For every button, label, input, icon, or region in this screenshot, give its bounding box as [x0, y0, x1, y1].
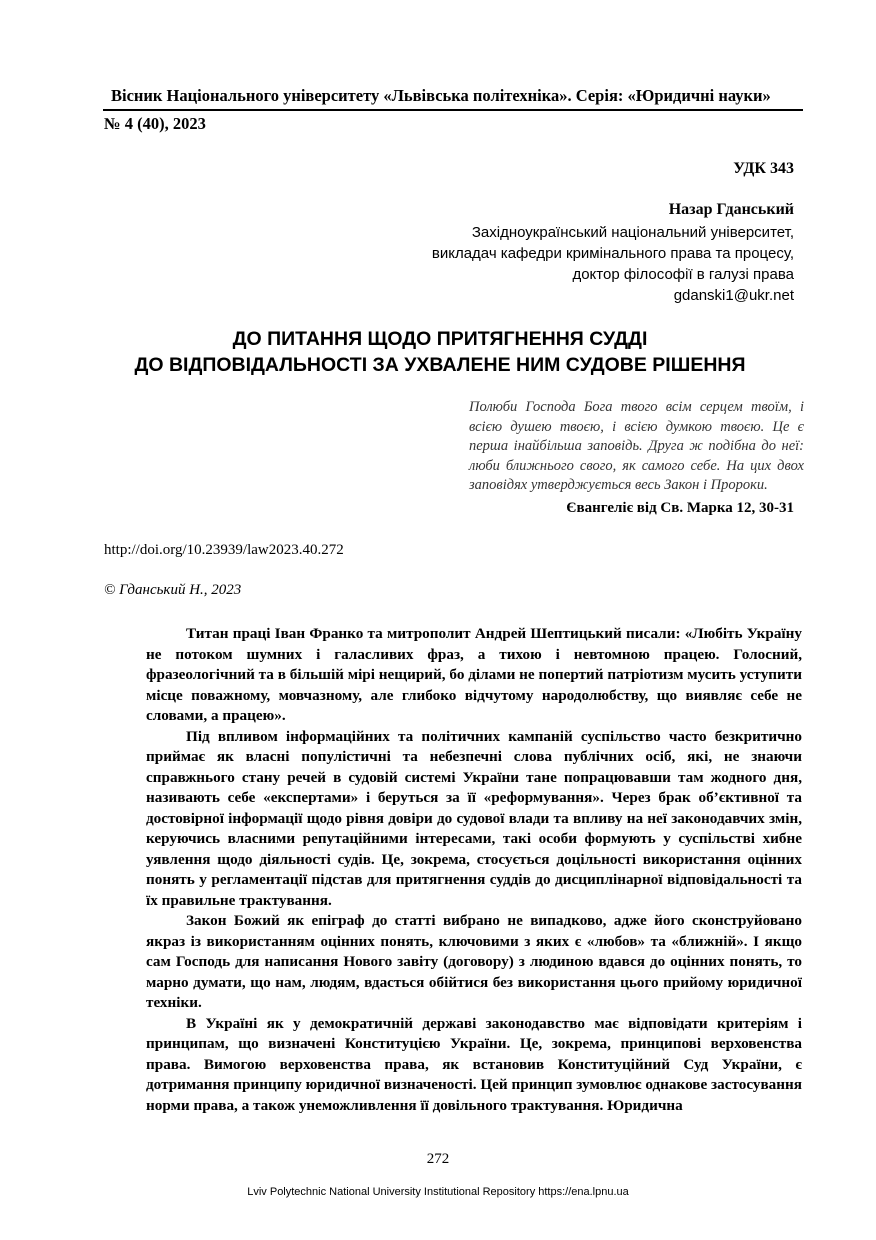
issue-number: № 4 (40), 2023 — [104, 114, 206, 133]
repository-footer: Lviv Polytechnic National University Institutional Repository https://ena.lpnu.ua — [247, 1186, 629, 1198]
udk-code: УДК 343 — [733, 160, 794, 177]
doi-link[interactable]: http://doi.org/10.23939/law2023.40.272 — [104, 542, 344, 558]
body-paragraph: Закон Божий як епіграф до статті вибрано не випадково, адже його сконструйовано якраз із використанням оцінних понять, ключовими з яких є «любов» та «ближній». І якщо сам Господь для написання Нового завіту (договору) з людиною вдався до оцінних понять, то марно думати, що нам, людям, вдасться обійтися без використання цього прийому юридичної техніки. — [146, 912, 802, 1011]
affiliation-degree: доктор філософії в галузі права — [572, 266, 794, 283]
body-paragraph: В Україні як у демократичній державі законодавство має відповідати критеріям і принципам, що визначені Конституцією України. Це, зокрема, принципові верховенства права. Вимогою верховенства права, як встановив Конституційний Суд України, є дотримання принципу юридичної визначеності. Цей принцип зумовлює однакове застосування норми права, а також унеможливлення її довільного трактування. Юридична — [146, 1014, 802, 1114]
author-affiliation — [432, 222, 794, 306]
body-paragraph: Титан праці Іван Франко та митрополит Андрей Шептицький писали: «Любіть Україну не потоком шумних і галасливих фраз, а тихою і невтомною працею. Голосний, фразеологічний та в більшій мірі нещирий, бо ділами не попертий патріотизм мусить уступити місце поважному, мовчазному, але глибоко відчутому народолюбству, що виявляє себе не словами, а працею». — [146, 625, 802, 724]
journal-title: Вісник Національного університету «Львівська політехніка». Серія: «Юридичні науки» — [111, 86, 771, 105]
title-line: ДО ПИТАННЯ ЩОДО ПРИТЯГНЕННЯ СУДДІ — [232, 328, 648, 350]
epigraph-source: Євангеліє від Св. Марка 12, 30-31 — [566, 500, 794, 516]
page-number: 272 — [426, 1151, 450, 1167]
header-rule — [103, 109, 803, 111]
article-title — [90, 326, 790, 378]
affiliation-position: викладач кафедри кримінального права та процесу, — [431, 245, 794, 262]
author-name: Назар Гданський — [668, 201, 794, 218]
epigraph-text: Полюби Господа Бога твого всім серцем твоїм, і всією душею твоєю, і всією думкою твоєю. Це є перша інайбільша заповідь. Друга ж подібна до неї: люби ближнього свого, як самого себе. На цих двох заповідях утверджується весь Закон і Пророки. — [469, 399, 804, 493]
body-paragraph: Під впливом інформаційних та політичних кампаній суспільство часто безкритично приймає як власні популістичні та небезпечні слова публічних осіб, які, не знаючи справжнього стану речей в судовій системі України тане попрацювавши там жодного дня, називають себе «експертами» і беруться за її «реформування». Через брак об’єктивної та достовірної інформації щодо рівня довіри до судової влади та впливу на неї законодавчих змін, керуючись власними репутаційними інтересами, такі особи формують у суспільстві хибне уявлення щодо діяльності судів. Це, зокрема, стосується доцільності використання оцінних понять у регламентації підстав для притягнення суддів до дисциплінарної відповідальності та їх правильне трактування. — [146, 727, 802, 909]
copyright-notice: © Гданський Н., 2023 — [104, 582, 242, 598]
affiliation-university: Західноукраїнський національний університет, — [471, 224, 794, 241]
title-line: ДО ВІДПОВІДАЛЬНОСТІ ЗА УХВАЛЕНЕ НИМ СУДОВЕ РІШЕННЯ — [134, 354, 746, 376]
author-email[interactable]: gdanski1@ukr.net — [673, 287, 794, 304]
article-body — [146, 624, 802, 1116]
